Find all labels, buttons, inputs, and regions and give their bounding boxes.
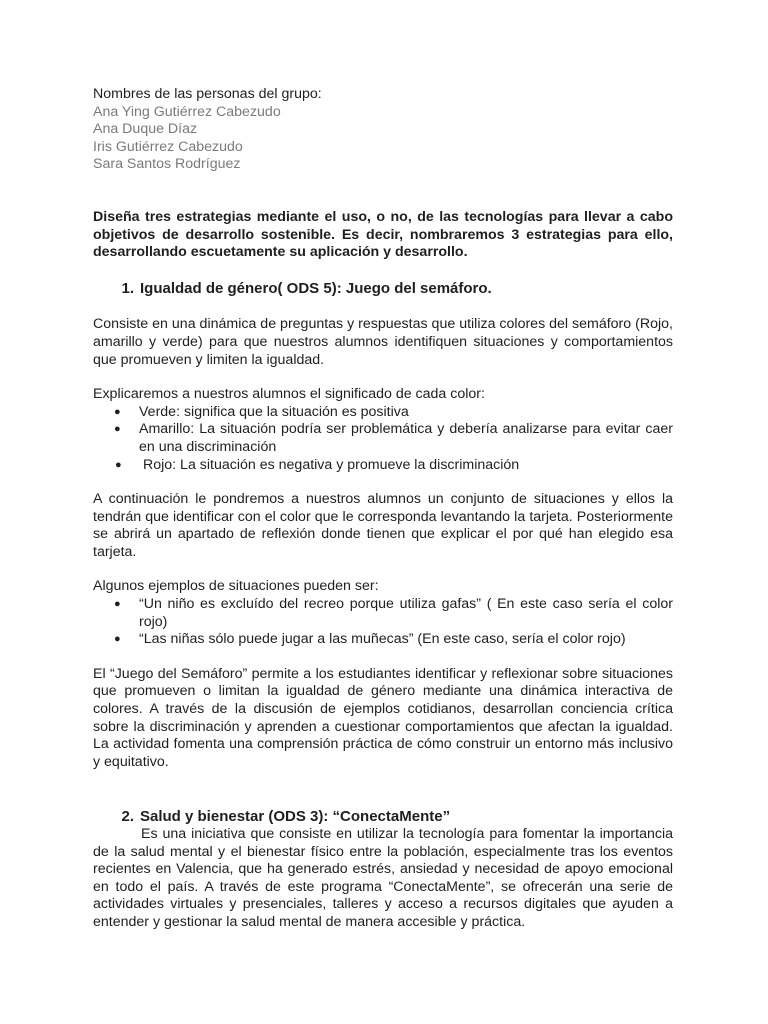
section-number: 1.: [121, 279, 134, 297]
bullet-icon: ●: [114, 423, 121, 436]
section-title: Igualdad de género( ODS 5): Juego del semáforo.: [140, 279, 492, 297]
group-member: Ana Ying Gutiérrez Cabezudo: [93, 103, 281, 120]
section-heading-2: [93, 808, 673, 826]
list-item: ● Rojo: La situación es negativa y promueve la discriminación: [93, 457, 673, 475]
paragraph: El “Juego del Semáforo” permite a los estudiantes identificar y reflexionar sobre situaciones que promueven o limitan la igualdad de género mediante una dinámica interactiva de colores. A través de la discusión de ejemplos cotidianos, desarrollan conciencia crítica sobre la discriminación y aprenden a cuestionar comportamientos que afectan la igualdad. La actividad fomenta una comprensión práctica de cómo construir un entorno más inclusivo y equitativo.: [93, 665, 673, 770]
group-member: Sara Santos Rodríguez: [93, 156, 241, 173]
paragraph: A continuación le pondremos a nuestros alumnos un conjunto de situaciones y ellos la tendrán que identificar con el color que le corresponda levantando la tarjeta. Posteriormente se abrirá un apartado de reflexión donde tienen que explicar el por qué han elegido esa tarjeta.: [93, 491, 673, 560]
document-page: [93, 86, 673, 932]
color-list: [93, 404, 673, 474]
example-list: [93, 596, 673, 649]
paragraph: Explicaremos a nuestros alumnos el significado de cada color:: [93, 386, 485, 403]
list-item: ● Amarillo: La situación podría ser problemática y debería analizarse para evitar caer en una discriminación: [93, 421, 673, 456]
task-statement: Diseña tres estrategias mediante el uso, o no, de las tecnologías para llevar a cabo objetivos de desarrollo sostenible. Es decir, nombraremos 3 estrategias para ello, desarrollando escuetamente su aplicación y desarrollo.: [93, 208, 673, 261]
list-item: ● “Un niño es excluído del recreo porque utiliza gafas” ( En este caso sería el color rojo): [93, 596, 673, 631]
section-heading-1: [93, 280, 673, 298]
section-title: Salud y bienestar (ODS 3): “ConectaMente”: [140, 808, 451, 826]
paragraph: Algunos ejemplos de situaciones pueden ser:: [93, 578, 379, 595]
bullet-icon: ●: [114, 405, 121, 418]
bullet-icon: ●: [114, 633, 121, 646]
section-number: 2.: [121, 808, 134, 826]
list-item: ● “Las niñas sólo puede jugar a las muñecas” (En este caso, sería el color rojo): [93, 631, 673, 649]
group-member: Ana Duque Díaz: [93, 121, 198, 138]
bullet-icon: ●: [114, 598, 121, 611]
list-item: ● Verde: significa que la situación es positiva: [93, 404, 673, 422]
paragraph: Consiste en una dinámica de preguntas y respuestas que utiliza colores del semáforo (Rojo, amarillo y verde) para que nuestros alumnos identifiquen situaciones y comportamientos que promueven y limiten la igualdad.: [93, 316, 673, 368]
group-label: Nombres de las personas del grupo:: [93, 86, 322, 102]
paragraph: Es una iniciativa que consiste en utilizar la tecnología para fomentar la importancia de la salud mental y el bienestar físico entre la población, especialmente tras los eventos recientes en Valencia, que ha generado estrés, ansiedad y necesidad de apoyo emocional en todo el país. A través de este programa “ConectaMente”, se ofrecerán una serie de actividades virtuales y presenciales, talleres y acceso a recursos digitales que ayuden a entender y gestionar la salud mental de manera accesible y práctica.: [93, 826, 673, 930]
bullet-icon: ●: [115, 458, 122, 471]
group-member: Iris Gutiérrez Cabezudo: [93, 138, 243, 155]
